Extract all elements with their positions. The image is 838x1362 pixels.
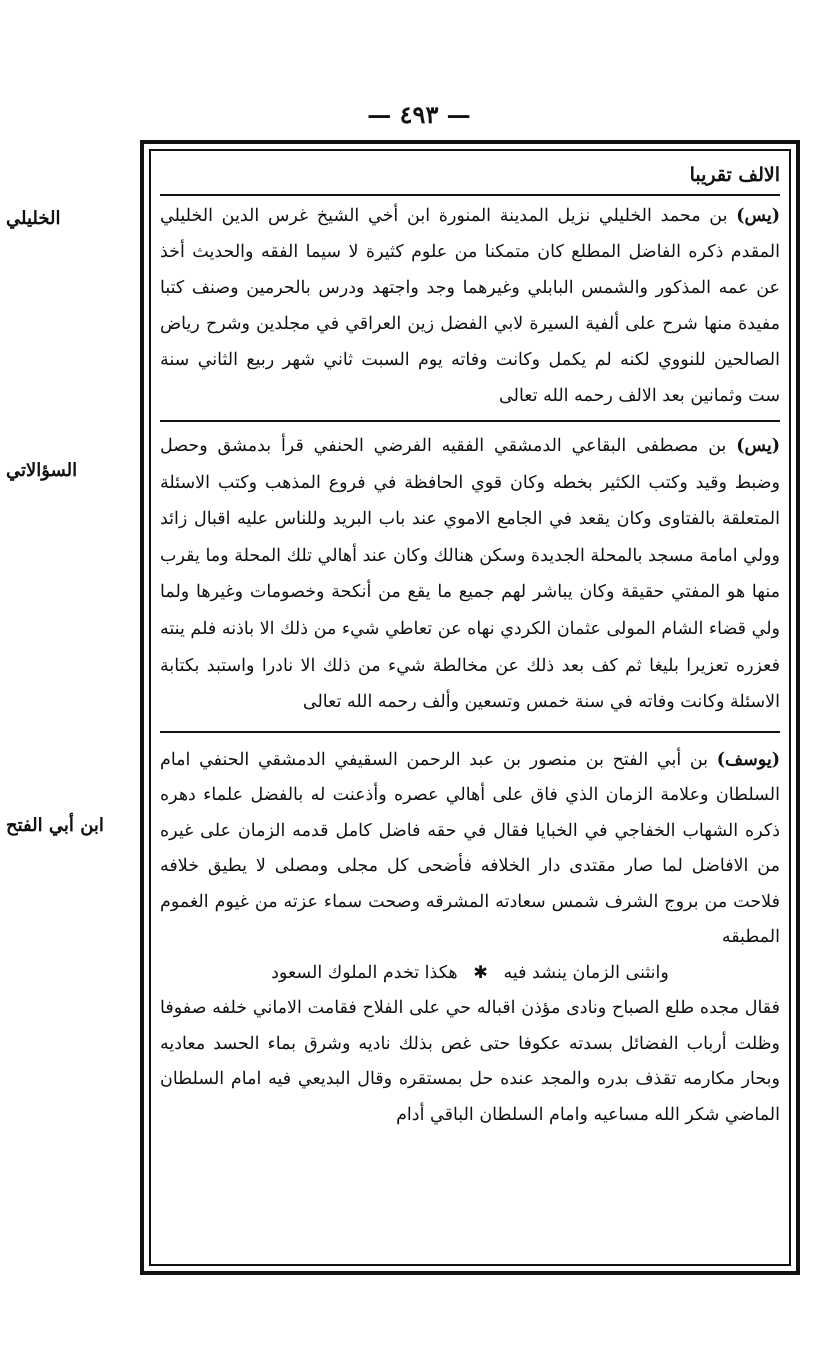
page-content [160, 158, 780, 1258]
entry-divider [160, 194, 780, 196]
entry-body: بن أبي الفتح بن منصور بن عبد الرحمن السقيفي الدمشقي الحنفي امام السلطان وعلامة الزمان الذي فاق على أهالي عصره وأذعنت له بالفضل علماء دهره ذكره الشهاب الخفاجي في الخبايا فقال في حقه فاضل كامل قدمه الزمان على غيره من الافاضل لما صار مقتدى دار الخلافه فأضحى كل مجلى ومصلى لا يطيق خلافه فلاحت من بروج الشرف شمس سعادته المشرقه وصحت سماء عزته من غيوم الغموم المطبقه [160, 749, 780, 948]
entry-text [160, 428, 780, 721]
entry-divider [160, 420, 780, 422]
margin-name-1: الخليلي [6, 208, 61, 229]
entry-text-continued [160, 991, 780, 1133]
entry [160, 198, 780, 414]
entry-body: بن مصطفى البقاعي الدمشقي الفقيه الفرضي الحنفي قرأ بدمشق وحصل وضبط وقيد وكتب الكثير بخطه وكان قوي الحافظة في فروع المذهب وكتب الاسئلة المتعلقة بالفتاوى وكان يقعد في الجامع الاموي عند باب البريد وللناس عليه اقبال زائد وولي امامة مسجد بالمحلة الجديدة وسكن هنالك وكان عند أهالي تلك المحلة وما يقرب منها هو المفتي حقيقة وكان يباشر لهم جميع ما يقع من أنكحة وخصومات وغيرها ولما ولي قضاء الشام المولى عثمان الكردي نهاه عن تعاطي شيء من ذلك الا باذنه فلم ينته فعزره تعزيرا بليغا ثم كف بعد ذلك عن مخالطة شيء من ذلك الا نادرا واستبد بكتابة الاسئلة وكانت وفاته في سنة خمس وتسعين وألف رحمه الله تعالى [160, 436, 780, 713]
entry [160, 743, 780, 1134]
verse-hemistich-2: هكذا تخدم الملوك السعود [271, 962, 458, 983]
entry-body: بن محمد الخليلي نزيل المدينة المنورة ابن أخي الشيخ غرس الدين الخليلي المقدم ذكره الفاضل المطلع كان متمكنا من علوم كثيرة لا سيما الفقه والحديث أخذ عن عمه المذكور والشمس البابلي وغيرهما وجد واجتهد ودرس بالحرمين وصنف كتبا مفيدة منها شرح على ألفية السيرة لابي الفضل زين العراقي في مجلدين وشرح رياض الصالحين للنووي لكنه لم يكمل وكانت وفاته يوم السبت ثاني شهر ربيع الثاني سنة ست وثمانين بعد الالف رحمه الله تعالى [160, 206, 780, 406]
entry-tag: (يس) [736, 206, 780, 226]
margin-name-2: السؤالاتي [6, 460, 78, 481]
entry-tag: (يوسف) [716, 749, 780, 770]
running-header: الالف تقريبا [689, 164, 780, 186]
entry-tag: (يس) [736, 436, 780, 456]
entry-body-continued: فقال مجده طلع الصباح ونادى مؤذن اقباله حي على الفلاح فقامت الاماني خلفه صفوفا وظلت أرباب الفضائل بسدته عكوفا حتى غص بذلك ناديه وشرق بماء الحسد معاديه وبحار مكارمه تقذف بدره والمجد عنده حل بمستقره وقال البديعي فيه امام السلطان الماضي شكر الله مساعيه وامام السلطان الباقي أدام [160, 998, 780, 1125]
entry [160, 428, 780, 721]
verse-line [160, 956, 780, 992]
entry-text [160, 743, 780, 956]
entry-divider [160, 731, 780, 733]
verse-hemistich-1: وانثنى الزمان ينشد فيه [503, 962, 669, 983]
margin-name-3: ابن أبي الفتح [6, 815, 104, 836]
star-separator-icon: ✱ [473, 962, 488, 983]
page-number: — ٤٩٣ — [367, 100, 471, 129]
entry-text [160, 198, 780, 414]
